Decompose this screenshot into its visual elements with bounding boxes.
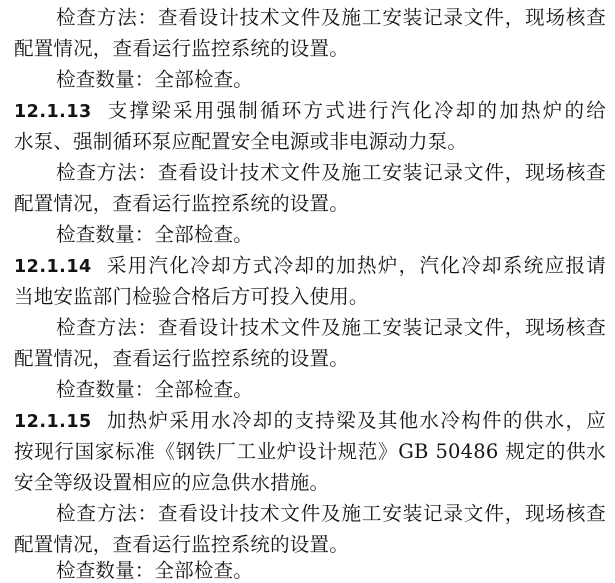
clause-text: 采用汽化冷却方式冷却的加热炉，汽化冷却系统应报请 xyxy=(105,254,606,277)
inspection-method-line: 配置情况，查看运行监控系统的设置。 xyxy=(14,192,349,215)
clause-text-line: 水泵、强制循环泵应配置安全电源或非电源动力泵。 xyxy=(14,130,468,153)
clause-number: 12.1.15 xyxy=(14,412,92,432)
clause-text: 支撑梁采用强制循环方式进行汽化冷却的加热炉的给 xyxy=(105,99,606,122)
clause-12-1-15 xyxy=(14,407,606,435)
clause-text: 加热炉采用水冷却的支持梁及其他水冷构件的供水，应 xyxy=(105,409,606,432)
clause-number: 12.1.13 xyxy=(14,102,92,122)
clause-12-1-13 xyxy=(14,97,606,125)
inspection-method-line: 配置情况，查看运行监控系统的设置。 xyxy=(14,347,349,370)
inspection-method-line: 检查方法：查看设计技术文件及施工安装记录文件，现场核查 xyxy=(56,502,606,525)
clause-text-line: 安全等级设置相应的应急供水措施。 xyxy=(14,471,330,494)
inspection-method-line: 检查方法：查看设计技术文件及施工安装记录文件，现场核查 xyxy=(56,316,606,339)
inspection-method-line: 配置情况，查看运行监控系统的设置。 xyxy=(14,533,349,556)
clause-text-line: 按现行国家标准《钢铁厂工业炉设计规范》GB 50486 规定的供水 xyxy=(14,440,606,463)
inspection-method-line: 检查方法：查看设计技术文件及施工安装记录文件，现场核查 xyxy=(56,161,606,184)
inspection-quantity: 检查数量：全部检查。 xyxy=(56,223,254,246)
clause-text-line: 当地安监部门检验合格后方可投入使用。 xyxy=(14,285,369,308)
inspection-method-line: 配置情况，查看运行监控系统的设置。 xyxy=(14,37,349,60)
clause-12-1-14 xyxy=(14,252,606,280)
inspection-method-line: 检查方法：查看设计技术文件及施工安装记录文件，现场核查 xyxy=(56,6,606,29)
inspection-quantity: 检查数量：全部检查。 xyxy=(56,559,254,582)
inspection-quantity: 检查数量：全部检查。 xyxy=(56,68,254,91)
inspection-quantity: 检查数量：全部检查。 xyxy=(56,378,254,401)
clause-number: 12.1.14 xyxy=(14,257,92,277)
